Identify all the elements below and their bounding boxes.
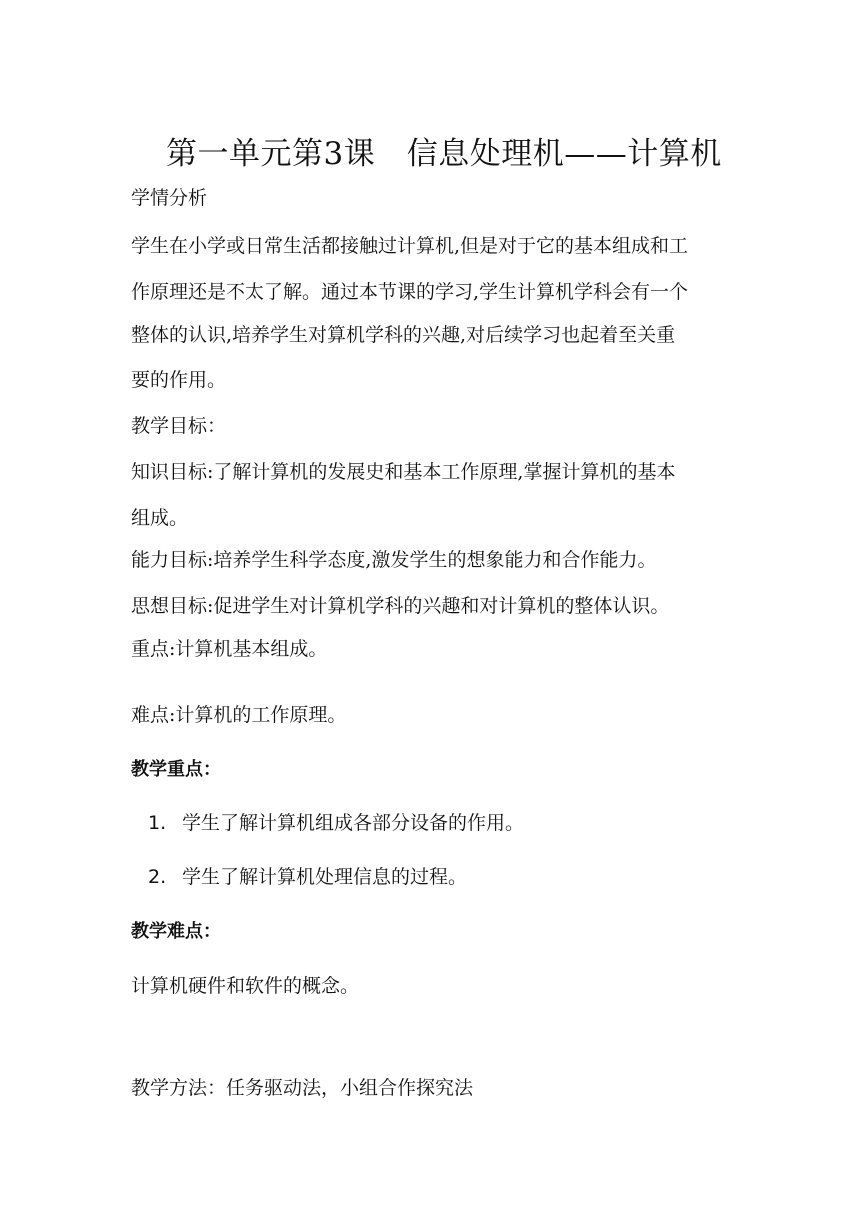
analysis-line-1: 学生在小学或日常生活都接触过计算机,但是对于它的基本组成和工 [131, 235, 689, 257]
key-point-item-text: 学生了解计算机处理信息的过程。 [182, 866, 468, 888]
page-title: 第一单元第3课 信息处理机——计算机 [166, 136, 722, 172]
difficult-points-heading: 教学难点： [131, 921, 221, 942]
difficulty-line: 难点:计算机的工作原理。 [131, 704, 347, 726]
knowledge-goal-line-1: 知识目标:了解计算机的发展史和基本工作原理,掌握计算机的基本 [131, 461, 676, 483]
key-points-heading: 教学重点： [131, 759, 221, 780]
key-point-item-text: 学生了解计算机组成各部分设备的作用。 [182, 812, 525, 834]
key-point-line: 重点:计算机基本组成。 [131, 638, 328, 660]
analysis-line-2: 作原理还是不太了解。通过本节课的学习,学生计算机学科会有一个 [131, 281, 689, 303]
analysis-heading: 学情分析 [131, 187, 208, 209]
difficult-points-text: 计算机硬件和软件的概念。 [131, 975, 360, 997]
key-point-item [148, 811, 524, 835]
thinking-goal: 思想目标:促进学生对计算机学科的兴趣和对计算机的整体认识。 [131, 595, 670, 617]
ability-goal: 能力目标:培养学生科学态度,激发学生的想象能力和合作能力。 [131, 549, 657, 571]
analysis-line-4: 要的作用。 [131, 369, 227, 391]
teaching-methods: 教学方法：任务驱动法，小组合作探究法 [131, 1077, 474, 1099]
key-point-item-number: 1. [148, 812, 167, 834]
key-point-item-number: 2. [148, 866, 167, 888]
key-point-item [148, 865, 467, 889]
knowledge-goal-line-2: 组成。 [131, 507, 189, 529]
goals-heading: 教学目标： [131, 415, 227, 437]
analysis-line-3: 整体的认识,培养学生对算机学科的兴趣,对后续学习也起着至关重 [131, 324, 676, 346]
